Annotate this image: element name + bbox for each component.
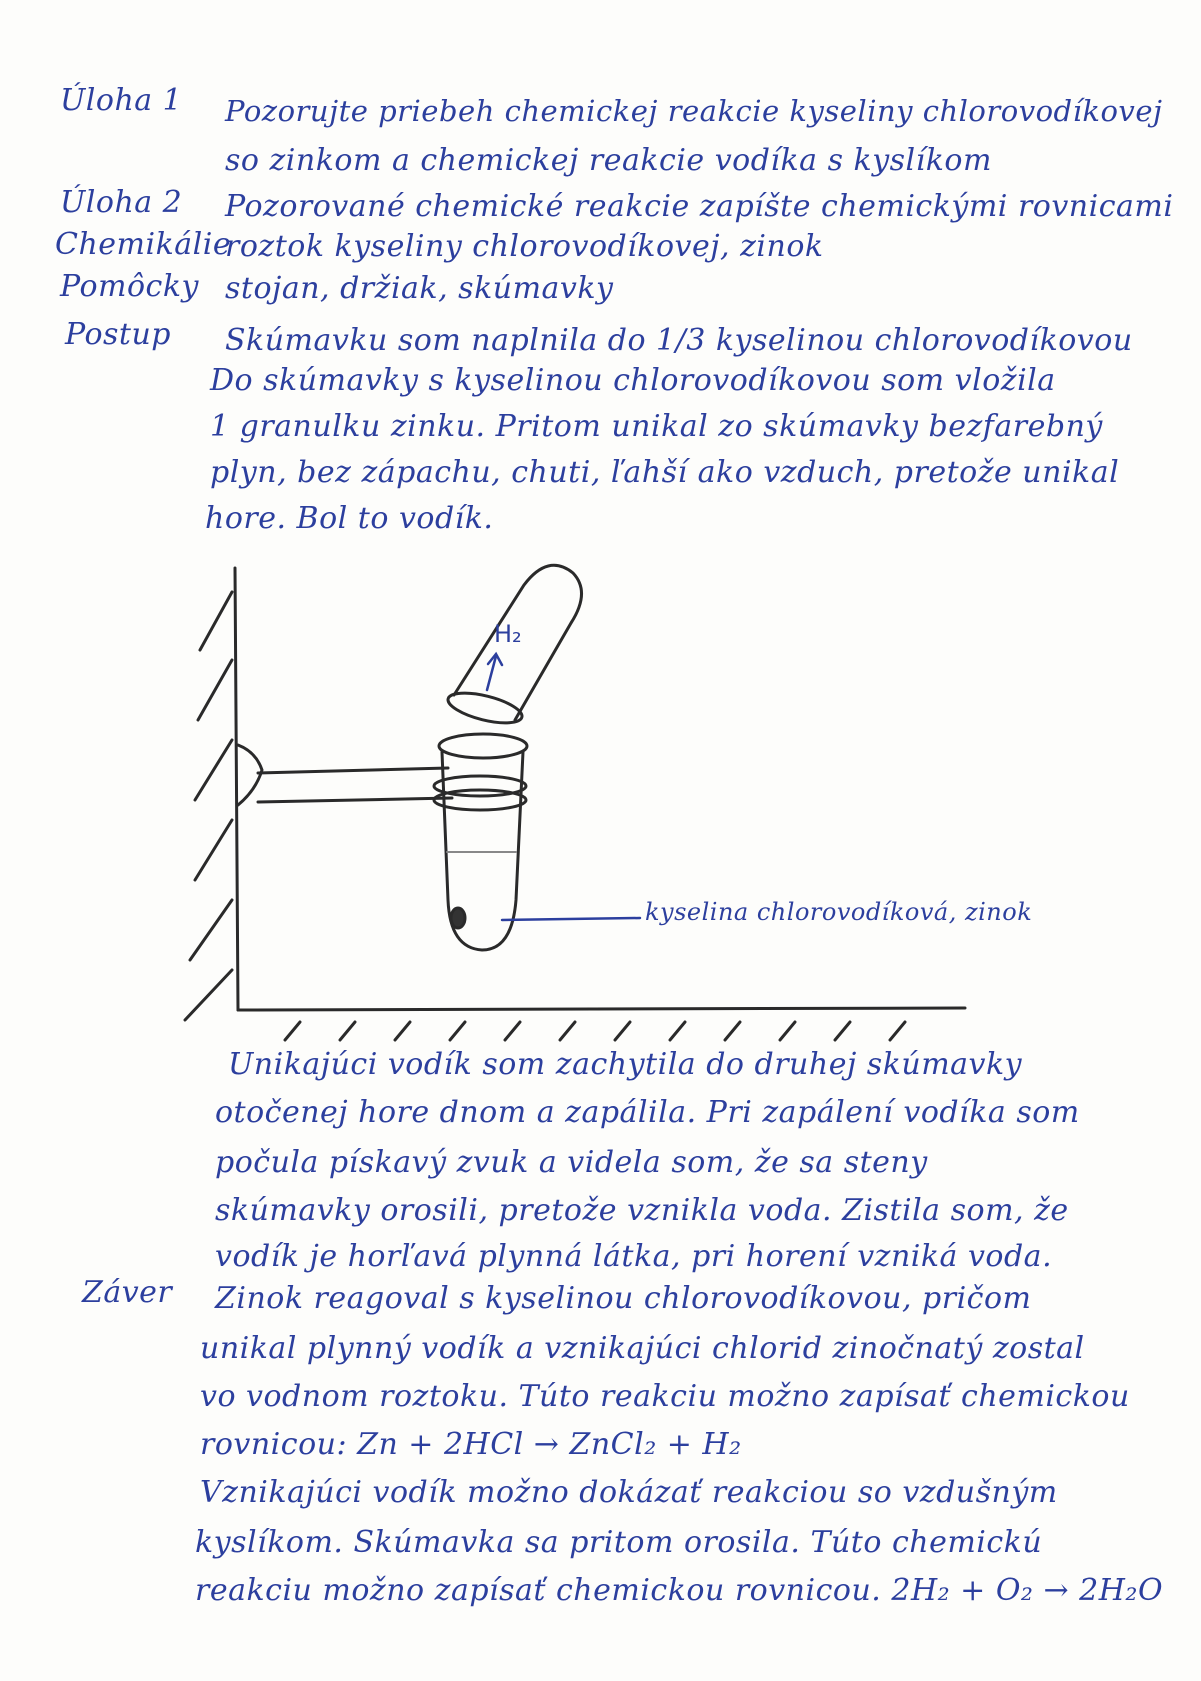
conclusion-line-1: Zinok reagoval s kyselinou chlorovodíkovou, pričom <box>215 1281 1032 1316</box>
observation-line-5: vodík je horľavá plynná látka, pri horení vzniká voda. <box>215 1239 1053 1274</box>
conclusion-line-2: unikal plynný vodík a vznikajúci chlorid zinočnatý zostal <box>200 1331 1085 1366</box>
procedure-label: Postup <box>65 317 172 352</box>
tube-contents-label: kyselina chlorovodíková, zinok <box>645 898 1033 926</box>
tube-mouth <box>439 734 527 758</box>
test-tube <box>442 752 523 950</box>
tools-label: Pomôcky <box>60 269 199 304</box>
stand-base <box>238 1008 965 1010</box>
tube-label-pointer <box>502 918 640 920</box>
procedure-line-1: Skúmavku som naplnila do 1/3 kyselinou chlorovodíkovou <box>225 323 1133 358</box>
gas-formula: H₂ <box>494 620 522 648</box>
conclusion-line-4: rovnicou: Zn + 2HCl → ZnCl₂ + H₂ <box>200 1427 742 1462</box>
observation-line-4: skúmavky orosili, pretože vznikla voda. Zistila som, že <box>215 1193 1069 1228</box>
conclusion-line-6: kyslíkom. Skúmavka sa pritom orosila. Túto chemickú <box>195 1525 1043 1560</box>
holder-arm <box>238 745 262 805</box>
stand-wall <box>235 568 238 1010</box>
task-1-line-2: so zinkom a chemickej reakcie vodíka s kyslíkom <box>225 143 992 178</box>
chemicals-label: Chemikálie <box>55 227 232 262</box>
conclusion-line-3: vo vodnom roztoku. Túto reakciu možno zapísať chemickou <box>200 1379 1130 1414</box>
procedure-line-5: hore. Bol to vodík. <box>205 501 494 536</box>
procedure-line-2: Do skúmavky s kyselinou chlorovodíkovou som vložila <box>210 363 1056 398</box>
task-1-line-1: Pozorujte priebeh chemickej reakcie kyseliny chlorovodíkovej <box>225 94 1163 128</box>
task-2-label: Úloha 2 <box>60 185 183 220</box>
task-2-line-1: Pozorované chemické reakcie zapíšte chemickými rovnicami <box>225 189 1174 224</box>
tools-line-1: stojan, držiak, skúmavky <box>225 271 614 306</box>
observation-line-1: Unikajúci vodík som zachytila do druhej skúmavky <box>228 1047 1023 1082</box>
chemicals-line-1: roztok kyseliny chlorovodíkovej, zinok <box>225 229 824 264</box>
conclusion-label: Záver <box>82 1275 173 1310</box>
observation-line-2: otočenej hore dnom a zapálila. Pri zapálení vodíka som <box>215 1095 1080 1130</box>
procedure-line-4: plyn, bez zápachu, chuti, ľahší ako vzduch, pretože unikal <box>210 455 1120 490</box>
task-1-label: Úloha 1 <box>60 83 183 118</box>
observation-line-3: počula pískavý zvuk a videla som, že sa steny <box>215 1145 928 1180</box>
conclusion-line-5: Vznikajúci vodík možno dokázať reakciou so vzdušným <box>200 1475 1058 1510</box>
conclusion-line-7: reakciu možno zapísať chemickou rovnicou. 2H₂ + O₂ → 2H₂O <box>195 1573 1164 1608</box>
procedure-line-3: 1 granulku zinku. Pritom unikal zo skúmavky bezfarebný <box>210 409 1103 444</box>
zinc-granule <box>451 908 465 928</box>
